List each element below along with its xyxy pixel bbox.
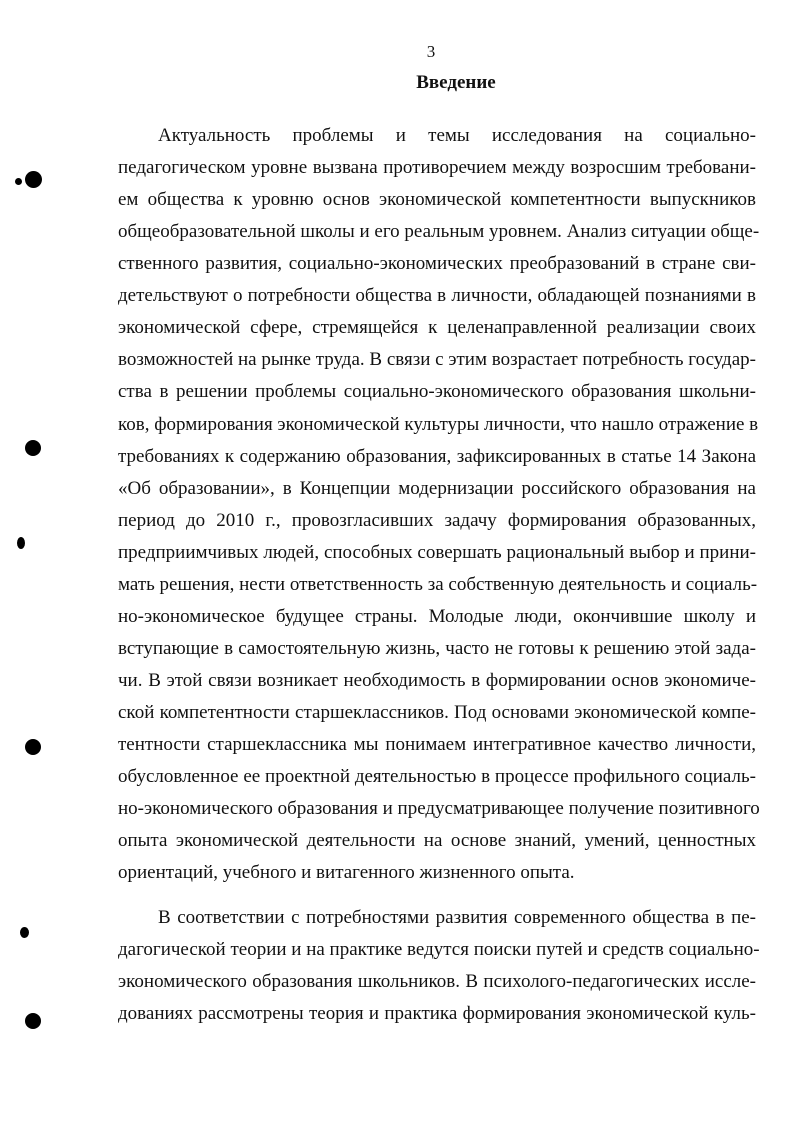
text-line: детельствуют о потребности общества в личности, обладающей познаниями в: [118, 285, 756, 306]
text-line: возможностей на рынке труда. В связи с этим возрастает потребность государ-: [118, 349, 756, 370]
text-line: ства в решении проблемы социально-экономического образования школьни-: [118, 381, 756, 402]
text-line: Актуальность проблемы и темы исследования на социально-: [158, 125, 756, 146]
punch-hole: [25, 1013, 41, 1029]
punch-hole-fragment: [15, 178, 22, 185]
text-line: дагогической теории и на практике ведутся поиски путей и средств социально-: [118, 939, 760, 960]
text-line: ем общества к уровню основ экономической компетентности выпускников: [118, 189, 756, 210]
text-line: экономической сфере, стремящейся к целенаправленной реализации своих: [118, 317, 756, 338]
text-line: ориентаций, учебного и витагенного жизненного опыта.: [118, 862, 575, 883]
text-line: опыта экономической деятельности на основе знаний, умений, ценностных: [118, 830, 756, 851]
text-line: ской компетентности старшеклассников. Под основами экономической компе-: [118, 702, 756, 723]
text-line: ков, формирования экономической культуры личности, что нашло отражение в: [118, 414, 759, 435]
text-line: ственного развития, социально-экономических преобразований в стране сви-: [118, 253, 756, 274]
punch-hole: [25, 171, 42, 188]
text-line: чи. В этой связи возникает необходимость в формировании основ экономиче-: [118, 670, 756, 691]
text-line: дованиях рассмотрены теория и практика формирования экономической куль-: [118, 1003, 756, 1024]
text-line: тентности старшеклассника мы понимаем интегративное качество личности,: [118, 734, 756, 755]
punch-hole: [25, 739, 41, 755]
text-line: но-экономическое будущее страны. Молодые люди, окончившие школу и: [118, 606, 756, 627]
text-line: В соответствии с потребностями развития современного общества в пе-: [158, 907, 756, 928]
section-title: Введение: [416, 72, 496, 93]
text-line: требованиях к содержанию образования, зафиксированных в статье 14 Закона: [118, 446, 756, 467]
text-line: обусловленное ее проектной деятельностью в процессе профильного социаль-: [118, 766, 756, 787]
text-line: педагогическом уровне вызвана противоречием между возросшим требовани-: [118, 157, 756, 178]
text-line: вступающие в самостоятельную жизнь, часто не готовы к решению этой зада-: [118, 638, 756, 659]
text-line: но-экономического образования и предусматривающее получение позитивного: [118, 798, 760, 819]
text-line: «Об образовании», в Концепции модернизации российского образования на: [118, 478, 756, 499]
punch-hole-fragment: [20, 927, 29, 938]
punch-hole-fragment: [17, 537, 25, 549]
text-line: экономического образования школьников. В психолого-педагогических иссле-: [118, 971, 756, 992]
punch-hole: [25, 440, 41, 456]
text-line: мать решения, нести ответственность за собственную деятельность и социаль-: [118, 574, 758, 595]
text-line: предприимчивых людей, способных совершать рациональный выбор и прини-: [118, 542, 756, 563]
text-line: период до 2010 г., провозгласивших задачу формирования образованных,: [118, 510, 756, 531]
text-line: общеобразовательной школы и его реальным уровнем. Анализ ситуации обще-: [118, 221, 760, 242]
page-number: 3: [426, 42, 436, 61]
